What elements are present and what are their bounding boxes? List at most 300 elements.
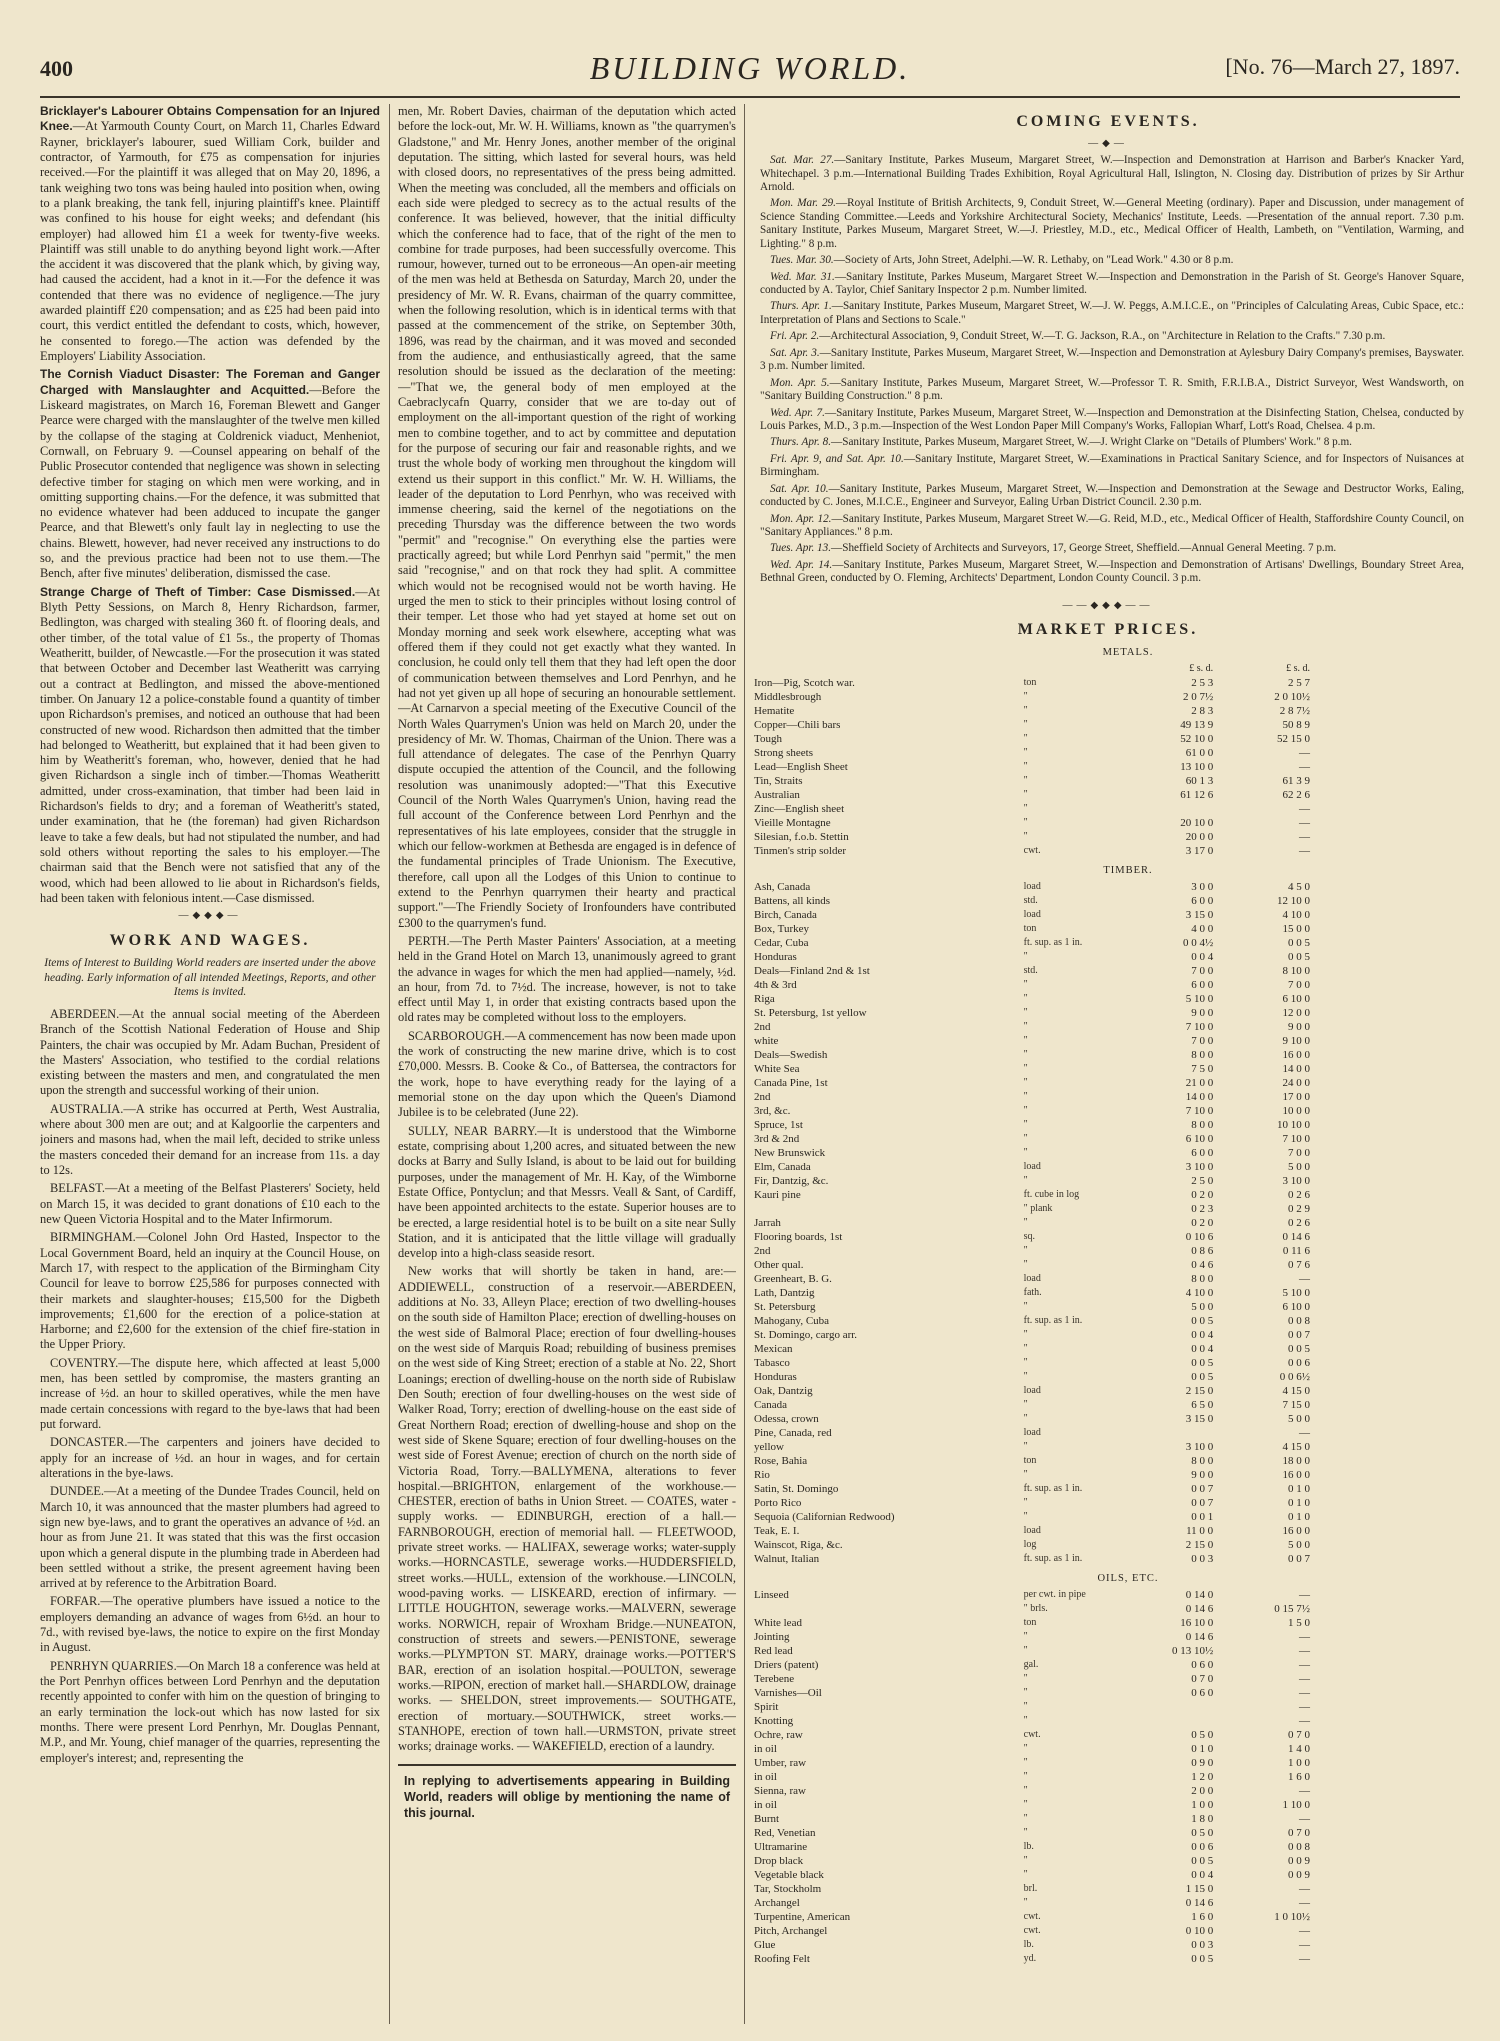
column-divider bbox=[389, 104, 390, 2024]
price-high: 0 1 0 bbox=[1288, 1510, 1310, 1523]
news-item-place: BELFAST. bbox=[50, 1181, 105, 1196]
price-unit: load bbox=[1023, 1426, 1041, 1438]
price-high: 16 0 0 bbox=[1282, 1524, 1310, 1537]
price-row bbox=[752, 816, 1312, 830]
price-low: 9 0 0 bbox=[1191, 1006, 1214, 1019]
price-item: Tinmen's strip solder bbox=[754, 844, 847, 857]
price-row bbox=[752, 1258, 1312, 1272]
price-unit: " bbox=[1023, 1020, 1028, 1032]
work-and-wages-list bbox=[40, 1007, 380, 1766]
news-item-place: ABERDEEN. bbox=[50, 1006, 120, 1021]
price-low bbox=[1118, 1426, 1215, 1440]
price-row bbox=[752, 1826, 1312, 1840]
event-text: —Sanitary Institute, Parkes Museum, Margaret Street W.—G. Reid, M.D., etc., Medical Officer of Health, Staffordshire County Council, on "Sanitary Appliances." 8 p.m. bbox=[760, 512, 1464, 539]
price-low: 0 0 4 bbox=[1191, 950, 1214, 963]
price-unit: " bbox=[1023, 1370, 1028, 1382]
price-low: 0 0 5 bbox=[1191, 1370, 1214, 1383]
price-row bbox=[752, 1658, 1312, 1672]
price-unit: " bbox=[1023, 1440, 1028, 1452]
price-high: 5 0 0 bbox=[1288, 1538, 1310, 1551]
price-high: — bbox=[1299, 1784, 1310, 1797]
price-unit: " bbox=[1023, 1812, 1028, 1824]
price-row bbox=[752, 1384, 1312, 1398]
price-row bbox=[752, 760, 1312, 774]
event-date: Tues. Mar. 30. bbox=[770, 254, 834, 267]
price-unit: " bbox=[1023, 1784, 1028, 1796]
price-unit: " bbox=[1023, 746, 1028, 758]
price-unit: cwt. bbox=[1023, 844, 1041, 856]
price-high: 3 10 0 bbox=[1282, 1174, 1310, 1187]
price-unit: " bbox=[1023, 1686, 1028, 1698]
price-low: 0 0 4 bbox=[1191, 1328, 1214, 1341]
price-item: 2nd bbox=[754, 1244, 771, 1257]
price-unit: " bbox=[1023, 1090, 1028, 1102]
price-item: Canada Pine, 1st bbox=[754, 1076, 828, 1089]
price-unit: " bbox=[1023, 992, 1028, 1004]
ornament-divider: ——◆◆◆—— bbox=[1062, 599, 1154, 611]
price-high: — bbox=[1299, 1812, 1310, 1825]
news-item-place: COVENTRY. bbox=[50, 1355, 119, 1370]
price-header-row bbox=[752, 662, 1312, 676]
price-high: 7 0 0 bbox=[1288, 978, 1310, 991]
news-item bbox=[40, 1102, 380, 1179]
price-low: 0 0 6 bbox=[1191, 1840, 1214, 1853]
price-row bbox=[752, 1924, 1312, 1938]
price-row bbox=[752, 1272, 1312, 1286]
price-high: 9 0 0 bbox=[1288, 1020, 1310, 1033]
price-low: 8 0 0 bbox=[1191, 1272, 1214, 1285]
event-item bbox=[752, 559, 1464, 586]
price-row bbox=[752, 1188, 1312, 1202]
price-item: Elm, Canada bbox=[754, 1160, 811, 1173]
price-low: 7 10 0 bbox=[1185, 1104, 1214, 1117]
price-item: in oil bbox=[754, 1770, 777, 1783]
price-item: Battens, all kinds bbox=[754, 894, 831, 907]
price-row bbox=[752, 1118, 1312, 1132]
event-text: —Architectural Association, 9, Conduit Street, W.—T. G. Jackson, R.A., on "Architecture in Relation to the Crafts." 7.30 p.m. bbox=[819, 330, 1386, 343]
price-row bbox=[752, 1090, 1312, 1104]
price-item: Spirit bbox=[754, 1700, 779, 1713]
price-unit: " bbox=[1023, 1300, 1028, 1312]
price-item: Wainscot, Riga, &c. bbox=[754, 1538, 843, 1551]
price-low: 5 10 0 bbox=[1185, 992, 1214, 1005]
price-low: 0 0 1 bbox=[1191, 1510, 1214, 1523]
event-date: Sat. Apr. 10. bbox=[770, 482, 829, 495]
price-item: Iron—Pig, Scotch war. bbox=[754, 676, 855, 689]
price-low: 3 15 0 bbox=[1185, 1412, 1214, 1425]
article-heading: Bricklayer's Labourer Obtains Compensation for an Injured Knee. bbox=[40, 104, 380, 134]
price-high: 0 1 0 bbox=[1288, 1496, 1310, 1509]
price-unit: log bbox=[1023, 1538, 1037, 1550]
price-row bbox=[752, 1146, 1312, 1160]
price-item: 2nd bbox=[754, 1020, 771, 1033]
price-high: 7 15 0 bbox=[1282, 1398, 1310, 1411]
price-item: Porto Rico bbox=[754, 1496, 802, 1509]
price-unit: " bbox=[1023, 1104, 1028, 1116]
header-rule bbox=[40, 96, 1460, 98]
price-item: Ultramarine bbox=[754, 1840, 808, 1853]
price-high: 16 0 0 bbox=[1282, 1468, 1310, 1481]
price-unit: fath. bbox=[1023, 1286, 1042, 1298]
event-text: —Sheffield Society of Architects and Surveyors, 17, George Street, Sheffield.—Annual General Meeting. 7 p.m. bbox=[831, 542, 1337, 555]
price-header-low: £ s. d. bbox=[1189, 662, 1214, 674]
event-text: —Sanitary Institute, Parkes Museum, Margaret Street, W.—Professor T. R. Smith, F.R.I.B.A., District Surveyor, West Wandsworth, on "Sanitary Building Construction." 8 p.m. bbox=[760, 376, 1464, 403]
news-item bbox=[40, 1181, 380, 1227]
price-item: Turpentine, American bbox=[754, 1910, 851, 1923]
price-item: Mexican bbox=[754, 1342, 793, 1355]
price-row bbox=[752, 1700, 1312, 1714]
price-low: 0 0 4½ bbox=[1182, 936, 1214, 949]
market-section-title: OILS, ETC. bbox=[1097, 1572, 1159, 1584]
price-low: 52 10 0 bbox=[1180, 732, 1214, 745]
event-text: —Royal Institute of British Architects, 9, Conduit Street, W.—General Meeting (ordinary). Paper and Discussion, under management of Science Standing Committee.—Leeds and Yorkshire Architectural Society, Mechanics' Institute, Leeds. —Presentation of the annual report. 7.30 p.m. Sanitary Institute, Parkes Museum, Margaret Street, W.—J. Priestley, M.D., etc., Medical Officer of Health, Lambeth, on "Ventilation, Warming, and Lighting." 8 p.m. bbox=[760, 197, 1464, 250]
price-low: 0 4 6 bbox=[1191, 1258, 1214, 1271]
price-high: — bbox=[1299, 746, 1310, 759]
event-text: —Sanitary Institute, Parkes Museum, Margaret Street, W.—J. W. Peggs, A.M.I.C.E., on "Principles of Calculating Areas, Cubic Space, etc.: Interpretation of Plans and Sections to Scale." bbox=[760, 300, 1464, 326]
event-item bbox=[752, 300, 1464, 327]
price-unit: lb. bbox=[1023, 1840, 1034, 1852]
price-high: 2 5 7 bbox=[1288, 676, 1310, 689]
price-item: Rio bbox=[754, 1468, 770, 1481]
news-item-place: DUNDEE. bbox=[50, 1484, 105, 1499]
price-high: 0 0 5 bbox=[1288, 1342, 1310, 1355]
price-unit: " bbox=[1023, 1132, 1028, 1144]
price-high: 0 0 9 bbox=[1288, 1854, 1310, 1867]
column-1 bbox=[40, 104, 380, 2024]
news-item bbox=[398, 1124, 736, 1262]
price-row bbox=[752, 1496, 1312, 1510]
price-item: Deals—Swedish bbox=[754, 1048, 828, 1061]
price-high: 0 0 5 bbox=[1288, 936, 1310, 949]
price-high: — bbox=[1299, 760, 1310, 773]
price-high: 5 0 0 bbox=[1288, 1412, 1310, 1425]
price-unit: " bbox=[1023, 1798, 1028, 1810]
price-unit: load bbox=[1023, 1524, 1041, 1536]
price-low: 3 15 0 bbox=[1185, 908, 1214, 921]
price-row bbox=[752, 1370, 1312, 1384]
price-low: 0 0 3 bbox=[1191, 1552, 1214, 1565]
price-unit: " bbox=[1023, 1244, 1028, 1256]
event-text: —Sanitary Institute, Parkes Museum, Margaret Street, W.—J. Wright Clarke on "Details of Plumbers' Work." 8 p.m. bbox=[831, 436, 1352, 449]
news-item bbox=[40, 1594, 380, 1655]
price-unit: load bbox=[1023, 1272, 1041, 1284]
event-date: Sat. Mar. 27. bbox=[770, 154, 835, 167]
price-unit: " bbox=[1023, 1700, 1028, 1712]
price-row bbox=[752, 844, 1312, 858]
price-low bbox=[1118, 1714, 1215, 1728]
price-low: 9 0 0 bbox=[1191, 1468, 1214, 1481]
price-high: 0 15 7½ bbox=[1274, 1602, 1310, 1615]
price-low: 6 0 0 bbox=[1191, 1146, 1214, 1159]
price-high: 0 0 6 bbox=[1288, 1356, 1310, 1369]
price-row bbox=[752, 1020, 1312, 1034]
price-low: 0 0 5 bbox=[1191, 1952, 1214, 1965]
event-date: Tues. Apr. 13. bbox=[770, 542, 832, 555]
price-item: Vieille Montagne bbox=[754, 816, 831, 829]
price-unit: " bbox=[1023, 1258, 1028, 1270]
price-low: 2 5 3 bbox=[1191, 676, 1214, 689]
price-row bbox=[752, 1482, 1312, 1496]
price-high: 0 1 0 bbox=[1288, 1482, 1310, 1495]
price-low: 0 10 6 bbox=[1185, 1230, 1214, 1243]
price-high: 0 2 6 bbox=[1288, 1188, 1310, 1201]
price-unit: load bbox=[1023, 1384, 1041, 1396]
event-item bbox=[752, 154, 1464, 194]
price-item: in oil bbox=[754, 1742, 777, 1755]
price-row bbox=[752, 1588, 1312, 1602]
price-item: 3rd, &c. bbox=[754, 1104, 791, 1117]
price-high: 4 15 0 bbox=[1282, 1384, 1310, 1397]
price-high: 50 8 9 bbox=[1282, 718, 1310, 731]
price-low: 16 10 0 bbox=[1180, 1616, 1214, 1629]
price-low: 49 13 9 bbox=[1180, 718, 1214, 731]
price-low: 2 0 0 bbox=[1191, 1784, 1214, 1797]
price-row bbox=[752, 1742, 1312, 1756]
price-high: — bbox=[1299, 1630, 1310, 1643]
price-row bbox=[752, 950, 1312, 964]
price-item: Drop black bbox=[754, 1854, 804, 1867]
price-item: Hematite bbox=[754, 704, 795, 717]
price-item: Fir, Dantzig, &c. bbox=[754, 1174, 829, 1187]
price-item: Driers (patent) bbox=[754, 1658, 819, 1671]
event-item bbox=[752, 513, 1464, 540]
price-row bbox=[752, 746, 1312, 760]
price-high: — bbox=[1299, 1272, 1310, 1285]
price-item: Middlesbrough bbox=[754, 690, 822, 703]
event-item bbox=[752, 436, 1464, 449]
price-unit: " bbox=[1023, 732, 1028, 744]
event-text: —Sanitary Institute, Margaret Street, W.—Examinations in Practical Sanitary Science, and for Inspectors of Nuisances at Birmingham. bbox=[760, 452, 1464, 479]
price-low: 0 10 0 bbox=[1185, 1924, 1214, 1937]
price-row bbox=[752, 1616, 1312, 1630]
event-date: Wed. Apr. 7. bbox=[770, 406, 825, 419]
article-body: —At Yarmouth County Court, on March 11, Charles Edward Rayner, bricklayer's labourer, sued William Cork, builder and contractor, of Yarmouth, for £75 as compensation for injuries received.—For the plaintiff it was alleged that on May 20, 1896, a tank weighing two tons was being hauled into position when, owing to a plank breaking, the tank fell, injuring plaintiff's knee. Plaintiff was confined to his house for eight weeks; and defendant (his employer) had allowed him £1 a week for twenty-five weeks. Plaintiff was still unable to do anything beyond light work.—After the accident it was discovered that the plank which, by giving way, had caused the accident, had a knot in it.—For the defence it was contended that there was no evidence of negligence.—The jury awarded plaintiff £20 compensation; and as £25 had been paid into court, this verdict entitled the defendant to costs, which, however, he consented to forego.—The action was defended by the Employers' Liability Association. bbox=[40, 119, 380, 363]
price-unit: " bbox=[1023, 1034, 1028, 1046]
news-item bbox=[40, 1435, 380, 1481]
price-item: Spruce, 1st bbox=[754, 1118, 803, 1131]
price-unit: yd. bbox=[1023, 1952, 1037, 1964]
price-row bbox=[752, 1630, 1312, 1644]
news-item-place: BIRMINGHAM. bbox=[50, 1230, 136, 1245]
price-unit: ton bbox=[1023, 1454, 1037, 1466]
price-low: 2 8 3 bbox=[1191, 704, 1214, 717]
price-low: 0 5 0 bbox=[1191, 1728, 1214, 1741]
price-high: 2 8 7½ bbox=[1279, 704, 1310, 717]
price-row bbox=[752, 936, 1312, 950]
price-low: 0 0 5 bbox=[1191, 1356, 1214, 1369]
price-item: Jointing bbox=[754, 1630, 790, 1643]
price-unit: " plank bbox=[1023, 1202, 1053, 1214]
price-row bbox=[752, 1798, 1312, 1812]
price-high: — bbox=[1299, 1952, 1310, 1965]
price-row bbox=[752, 992, 1312, 1006]
price-unit: " brls. bbox=[1023, 1602, 1048, 1614]
price-item: Oak, Dantzig bbox=[754, 1384, 813, 1397]
price-high: 18 0 0 bbox=[1282, 1454, 1310, 1467]
price-unit: " bbox=[1023, 1714, 1028, 1726]
price-low: 1 6 0 bbox=[1191, 1910, 1214, 1923]
price-header-blank bbox=[1022, 662, 1119, 676]
news-item-place: PENRHYN QUARRIES. bbox=[50, 1658, 177, 1673]
price-low: 0 0 7 bbox=[1191, 1496, 1214, 1509]
news-item-text: —The operative plumbers have issued a notice to the employers demanding an advance of wages from 6½d. an hour to 7d., with revised bye-laws, the notice to expire on the first Monday in August. bbox=[40, 1594, 380, 1655]
article-penrhyn-continued: men, Mr. Robert Davies, chairman of the deputation which acted before the lock-out, Mr. W. H. Williams, known as "the quarrymen's Gladstone," and Mr. Henry Jones, another member of the original deputation. The sitting, which lasted for several hours, was held with closed doors, no representatives of the press being admitted. When the meeting was concluded, all the members and officials on each side were pledged to secrecy as to the actual results of the conference. It was believed, however, that the initial difficulty which the conference had to face, that of the right of the men to combine for trade purposes, had been successfully overcome. This rumour, however, turned out to be erroneous—An open-air meeting of the men was held at Bethesda on Saturday, March 20, under the presidency of Mr. W. R. Evans, chairman of the quarry committee, when the following resolution, which is in identical terms with that passed at the commencement of the strike, on September 30th, 1896, was read by the chairman, and it was moved and seconded from the audience, and enthusiastically agreed, that the same resolution should be issued as the declaration of the meeting:—"That we, the general body of men employed at the Caebraclycafn Quarry, consider that we are to-day out of employment on the all-important question of the right of working men to combine together, and to act by committee and deputation for the purpose of securing our fair and reasonable rights, and we trust the whole body of working men throughout the kingdom will extend us their support in this conflict." Mr. W. H. Williams, the leader of the deputation to Lord Penrhyn, who was received with immense cheering, said the kernel of the negotiations on the preceding Thursday was the difference between the two words "permit" and "recognise." On everything else the parties were practically agreed; but while Lord Penrhyn said "permit," the men said "recognise," and on that rock they had split. A committee which would not be recognised would not be worth having. He urged the men to stick to their principles without losing control of their temper. Let those who had yet stayed at home set out on Monday morning and seek work elsewhere, accepting what was offered them if they could not get exactly what they wanted. In conclusion, he could only tell them that they had left open the door of communication between themselves and Lord Penrhyn, and he had not yet given up all hope of securing an honourable settlement.—At Carnarvon a special meeting of the Executive Council of the North Wales Quarrymen's Union was held on March 20, under the presidency of Mr. W. Thomas, Chairman of the Union. There was a full attendance of delegates. The case of the Penrhyn Quarry dispute occupied the attention of the Council, and the following resolution was unanimously adopted:—"That this Executive Council of the North Wales Quarrymen's Union, having read the full account of the Conference between Lord Penrhyn and the representatives of his late employees, consider that the struggle in which our fellow-workmen at Bethesda are engaged is in defence of the fundamental principles of Trade Unionism. The Executive, therefore, call upon all the Lodges of this Union to continue to extend to the Penrhyn quarrymen their hearty and practical support."—The Friendly Society of Ironfounders have contributed £300 to the quarrymen's fund. bbox=[398, 104, 736, 930]
price-high: 0 0 9 bbox=[1288, 1868, 1310, 1881]
price-row bbox=[752, 978, 1312, 992]
price-unit: " bbox=[1023, 1076, 1028, 1088]
column-3 bbox=[752, 104, 1464, 2024]
price-row bbox=[752, 880, 1312, 894]
masthead: BUILDING WORLD. bbox=[589, 50, 911, 86]
price-unit: " bbox=[1023, 978, 1028, 990]
price-item: Sienna, raw bbox=[754, 1784, 806, 1797]
price-high: 7 10 0 bbox=[1282, 1132, 1310, 1145]
price-low: 0 2 0 bbox=[1191, 1188, 1214, 1201]
price-row bbox=[752, 1076, 1312, 1090]
price-item: Vegetable black bbox=[754, 1868, 824, 1881]
price-unit: sq. bbox=[1023, 1230, 1036, 1242]
article-body: —Before the Liskeard magistrates, on March 16, Foreman Blewett and Ganger Pearce were charged with the manslaughter of the twelve men killed by the collapse of the staging at Coldrenick viaduct, Menheniot, Cornwall, on February 9. —Counsel appearing on behalf of the Public Prosecutor contended that negligence was shown in selecting defective timber for staging on which men were working, and in omitting supporting chains.—For the defence, it was submitted that no evidence whatever had been adduced to incupate the ganger Pearce, and that Blewett's only fault lay in neglecting to use the chains. Blewett, however, had never received any instructions to do so, and the previous practice had been not to use them.—The Bench, after five minutes' deliberation, dismissed the case. bbox=[40, 382, 380, 581]
news-item bbox=[40, 1230, 380, 1353]
price-low: 2 15 0 bbox=[1185, 1538, 1214, 1551]
price-low bbox=[1118, 1700, 1215, 1714]
price-high: 17 0 0 bbox=[1282, 1090, 1310, 1103]
event-text: —Sanitary Institute, Parkes Museum, Margaret Street, W.—Inspection and Demonstration at Aylesbury Dairy Company's premises, Bayswater. 3 p.m. Number limited. bbox=[760, 346, 1464, 373]
price-unit: per cwt. in pipe bbox=[1023, 1588, 1086, 1600]
price-row bbox=[752, 1552, 1312, 1566]
price-item: Mahogany, Cuba bbox=[754, 1314, 830, 1327]
news-item bbox=[398, 1029, 736, 1121]
event-item bbox=[752, 330, 1464, 343]
price-high: 1 10 0 bbox=[1282, 1798, 1310, 1811]
price-high: 16 0 0 bbox=[1282, 1048, 1310, 1061]
price-item: Box, Turkey bbox=[754, 922, 810, 935]
price-high: 15 0 0 bbox=[1282, 922, 1310, 935]
price-item: Sequoia (Californian Redwood) bbox=[754, 1510, 895, 1523]
price-unit: " bbox=[1023, 1496, 1028, 1508]
price-low: 0 0 4 bbox=[1191, 1868, 1214, 1881]
price-low: 0 0 5 bbox=[1191, 1854, 1214, 1867]
column-divider bbox=[744, 104, 745, 2024]
price-row bbox=[752, 1672, 1312, 1686]
price-unit: " bbox=[1023, 718, 1028, 730]
price-row bbox=[752, 1356, 1312, 1370]
price-low: 7 0 0 bbox=[1191, 1034, 1214, 1047]
event-item bbox=[752, 453, 1464, 480]
price-item: Tin, Straits bbox=[754, 774, 803, 787]
section-title-market-prices: MARKET PRICES. bbox=[1017, 621, 1199, 639]
price-high: 6 10 0 bbox=[1282, 992, 1310, 1005]
price-item: Tough bbox=[754, 732, 782, 745]
price-row bbox=[752, 802, 1312, 816]
price-unit: load bbox=[1023, 880, 1041, 892]
price-item: Linseed bbox=[754, 1588, 789, 1601]
price-low: 0 7 0 bbox=[1191, 1672, 1214, 1685]
price-low: 2 0 7½ bbox=[1182, 690, 1214, 703]
price-row bbox=[752, 788, 1312, 802]
price-item: Lead—English Sheet bbox=[754, 760, 848, 773]
price-low: 4 10 0 bbox=[1185, 1286, 1214, 1299]
price-row bbox=[752, 894, 1312, 908]
news-item-text: —It is understood that the Wimborne estate, comprising about 1,200 acres, and situated between the new docks at Barry and Sully Island, is about to be laid out for building purposes, under the management of Mr. H. Kay, of the Wimborne Estate Office, Pontyclun; and that Messrs. Veall & Sant, of Cardiff, have been appointed architects to the estate. Superior houses are to be erected, a large residential hotel is to be built on a site near Sully Station, and it is anticipated that the little village will gradually develop into a high-class seaside resort. bbox=[398, 1123, 736, 1261]
price-unit: brl. bbox=[1023, 1882, 1038, 1894]
price-unit: " bbox=[1023, 1356, 1028, 1368]
event-item bbox=[752, 483, 1464, 510]
price-high: — bbox=[1299, 802, 1310, 815]
event-item bbox=[752, 254, 1464, 267]
price-unit: ft. cube in log bbox=[1023, 1188, 1080, 1200]
price-item: Odessa, crown bbox=[754, 1412, 819, 1425]
news-item-place: SCARBOROUGH. bbox=[408, 1028, 505, 1043]
price-item bbox=[752, 1202, 1022, 1216]
price-item: yellow bbox=[754, 1440, 784, 1453]
price-item: Tabasco bbox=[754, 1356, 790, 1369]
news-item bbox=[40, 1484, 380, 1591]
price-row bbox=[752, 1398, 1312, 1412]
price-low: 2 15 0 bbox=[1185, 1384, 1214, 1397]
price-item: Glue bbox=[754, 1938, 776, 1951]
news-item-place: SULLY, NEAR BARRY. bbox=[408, 1123, 538, 1138]
price-unit: " bbox=[1023, 1146, 1028, 1158]
price-item: New Brunswick bbox=[754, 1146, 826, 1159]
price-unit: ton bbox=[1023, 1616, 1037, 1628]
price-row bbox=[752, 1314, 1312, 1328]
price-unit: " bbox=[1023, 1672, 1028, 1684]
price-item: St. Petersburg, 1st yellow bbox=[754, 1006, 867, 1019]
price-low: 0 0 3 bbox=[1191, 1938, 1214, 1951]
price-row bbox=[752, 704, 1312, 718]
price-low: 0 0 4 bbox=[1191, 1342, 1214, 1355]
price-low: 0 6 0 bbox=[1191, 1658, 1214, 1671]
price-item: White lead bbox=[754, 1616, 802, 1629]
ornament-divider: —◆— bbox=[1088, 137, 1128, 149]
event-date: Sat. Apr. 3. bbox=[770, 346, 820, 359]
price-high: — bbox=[1299, 1938, 1310, 1951]
news-item bbox=[40, 1659, 380, 1766]
price-row bbox=[752, 1868, 1312, 1882]
price-item: Ochre, raw bbox=[754, 1728, 803, 1741]
price-high: 0 0 8 bbox=[1288, 1314, 1310, 1327]
price-low: 6 0 0 bbox=[1191, 978, 1214, 991]
price-high: — bbox=[1299, 830, 1310, 843]
price-unit: " bbox=[1023, 774, 1028, 786]
price-item: Birch, Canada bbox=[754, 908, 817, 921]
price-row bbox=[752, 1160, 1312, 1174]
article-body: —At Blyth Petty Sessions, on March 8, Henry Richardson, farmer, Bedlington, was charged with stealing 360 ft. of flooring deals, and other timber, of the total value of £1 5s., the property of Thomas Weatheritt, builder, of Newcastle.—For the prosecution it was stated that between October and December last Weatheritt was carrying out a contract at Bedlington, and missed the above-mentioned timber. On January 12 a police-constable found a quantity of timber upon Richardson's premises, and noticed an outhouse that had been constructed of new wood. Richardson then admitted that the timber had belonged to Weatheritt, but explained that it had been given to him by Weatheritt's foreman, who, however, denied that he had given Richardson a single inch of timber.—Thomas Weatheritt admitted, under cross-examination, that timber had been laid in Richardson's fields to dry; and a foreman of Weatheritt's stated, under examination, that he (the foreman) had given Richardson leave to take a few deals, but had not stipulated the number, and had sold others without reporting the sales to his employer.—The chairman said that the Bench were not satisfied that any of the wood, which had been allowed to lie about in Richardson's fields, had been taken with felonious intent.—Case dismissed. bbox=[40, 584, 380, 905]
price-high: 1 0 10½ bbox=[1274, 1910, 1310, 1923]
price-unit: " bbox=[1023, 1468, 1028, 1480]
price-high: 6 10 0 bbox=[1282, 1300, 1310, 1313]
event-text: —Sanitary Institute, Parkes Museum, Margaret Street, W.—Inspection and Demonstration at Harrison and Barber's Knacker Yard, Whitechapel. 3 p.m.—International Building Trades Exhibition, Royal Agricultural Hall, Islington, N. Closing day. Distribution of prizes by Sir Arthur Arnold. bbox=[760, 154, 1464, 193]
price-item: 4th & 3rd bbox=[754, 978, 797, 991]
price-low: 61 0 0 bbox=[1185, 746, 1214, 759]
price-row bbox=[752, 732, 1312, 746]
price-low: 21 0 0 bbox=[1185, 1076, 1214, 1089]
news-item-text: —Colonel John Ord Hasted, Inspector to the Local Government Board, held an inquiry at the Council House, on March 17, with respect to the application of the Birmingham City Council for leave to borrow £25,586 for purposes connected with their markets and slaughter-houses; £15,500 for the Digbeth improvements; £1,600 for the erection of a police-station at Harborne; and £2,600 for the extension of the chief fire-station in the Upper Priory. bbox=[40, 1230, 380, 1352]
price-item: 2nd bbox=[754, 1090, 771, 1103]
price-unit: " bbox=[1023, 1868, 1028, 1880]
price-low: 6 5 0 bbox=[1191, 1398, 1214, 1411]
price-row bbox=[752, 1132, 1312, 1146]
price-item: Archangel bbox=[754, 1896, 800, 1909]
price-item: Zinc—English sheet bbox=[754, 802, 845, 815]
price-unit: " bbox=[1023, 1006, 1028, 1018]
price-row bbox=[752, 1784, 1312, 1798]
price-low: 0 1 0 bbox=[1191, 1742, 1214, 1755]
event-date: Fri. Apr. 2. bbox=[770, 330, 820, 343]
article-compensation bbox=[40, 104, 380, 364]
price-item: Varnishes—Oil bbox=[754, 1686, 822, 1699]
